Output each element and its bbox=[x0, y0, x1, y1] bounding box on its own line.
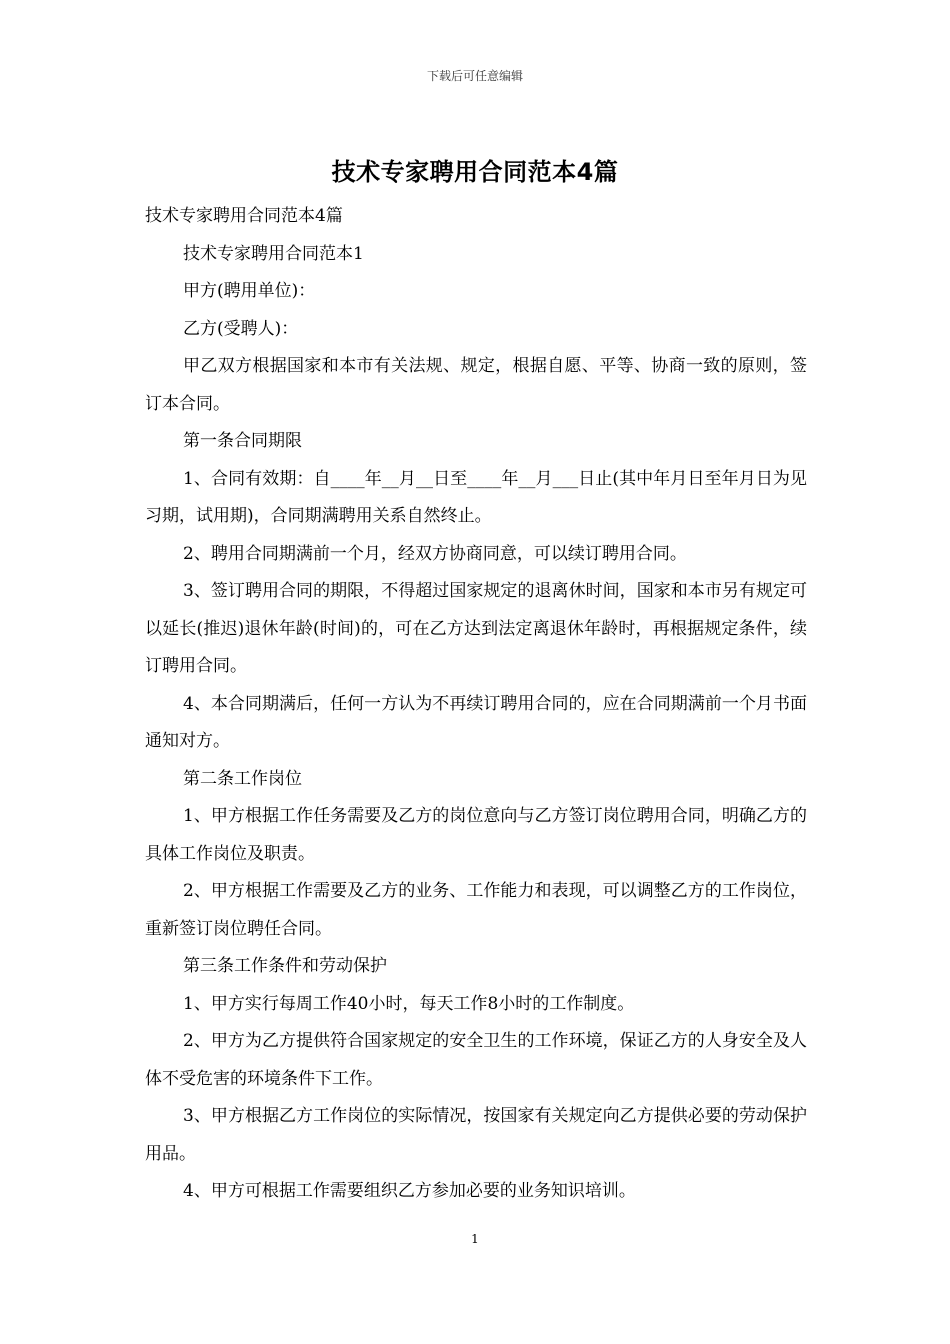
paragraph: 4、甲方可根据工作需要组织乙方参加必要的业务知识培训。 bbox=[183, 1181, 636, 1201]
paragraph: 2、甲方为乙方提供符合国家规定的安全卫生的工作环境，保证乙方的人身安全及人体不受危害的环境条件下工作。 bbox=[145, 1031, 807, 1089]
document-title: 技术专家聘用合同范本4篇 bbox=[331, 158, 619, 186]
paragraph: 1、甲方根据工作任务需要及乙方的岗位意向与乙方签订岗位聘用合同，明确乙方的具体工作岗位及职责。 bbox=[145, 806, 807, 864]
paragraph: 甲乙双方根据国家和本市有关法规、规定，根据自愿、平等、协商一致的原则，签订本合同。 bbox=[145, 356, 807, 414]
paragraph: 2、聘用合同期满前一个月，经双方协商同意，可以续订聘用合同。 bbox=[183, 543, 687, 564]
paragraph: 1、甲方实行每周工作40小时，每天工作8小时的工作制度。 bbox=[183, 993, 635, 1014]
paragraph: 4、本合同期满后，任何一方认为不再续订聘用合同的，应在合同期满前一个月书面通知对方。 bbox=[145, 693, 807, 751]
paragraph: 第二条工作岗位 bbox=[183, 768, 302, 789]
paragraph: 3、甲方根据乙方工作岗位的实际情况，按国家有关规定向乙方提供必要的劳动保护用品。 bbox=[145, 1106, 807, 1164]
paragraph: 技术专家聘用合同范本1 bbox=[183, 243, 364, 264]
paragraph: 乙方(受聘人)： bbox=[183, 318, 299, 339]
paragraph: 第一条合同期限 bbox=[183, 431, 302, 451]
paragraph: 甲方(聘用单位)： bbox=[183, 281, 316, 301]
page-number: 1 bbox=[471, 1232, 479, 1246]
paragraph: 2、甲方根据工作需要及乙方的业务、工作能力和表现，可以调整乙方的工作岗位，重新签订岗位聘任合同。 bbox=[145, 881, 807, 939]
paragraph: 3、签订聘用合同的期限，不得超过国家规定的退离休时间，国家和本市另有规定可以延长(推迟)退休年龄(时间)的，可在乙方达到法定离退休年龄时，再根据规定条件，续订聘用合同。 bbox=[145, 581, 807, 676]
paragraph: 技术专家聘用合同范本4篇 bbox=[145, 206, 343, 226]
paragraph: 1、合同有效期：自____年__月__日至____年__月___日止(其中年月日至年月日为见习期，试用期)，合同期满聘用关系自然终止。 bbox=[145, 468, 807, 526]
paragraph: 第三条工作条件和劳动保护 bbox=[183, 956, 387, 976]
document-body bbox=[145, 198, 807, 1211]
header-note: 下载后可任意编辑 bbox=[426, 69, 523, 83]
